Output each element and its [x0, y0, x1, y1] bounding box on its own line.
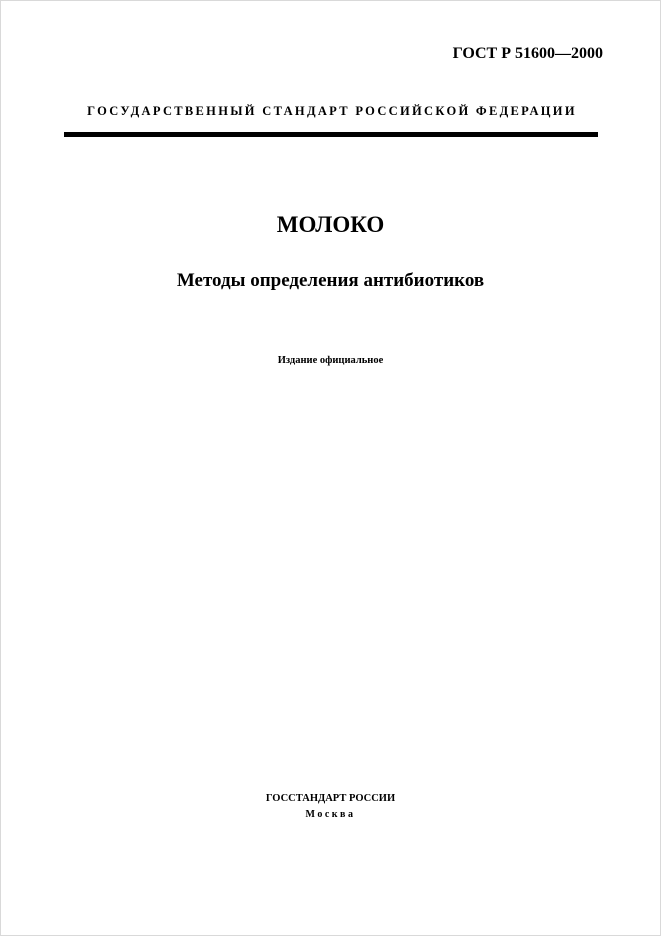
edition-note: Издание официальное	[277, 355, 384, 366]
publisher-name: ГОССТАНДАРТ РОССИИ	[265, 793, 396, 804]
page-subtitle: Методы определения антибиотиков	[176, 270, 485, 291]
document-number: ГОСТ Р 51600—2000	[452, 45, 603, 62]
page-title: МОЛОКО	[276, 212, 385, 237]
header-divider	[64, 132, 598, 137]
publisher-city: Москва	[305, 809, 356, 820]
state-standard-heading: ГОСУДАРСТВЕННЫЙ СТАНДАРТ РОССИЙСКОЙ ФЕДЕРАЦИИ	[87, 104, 577, 118]
